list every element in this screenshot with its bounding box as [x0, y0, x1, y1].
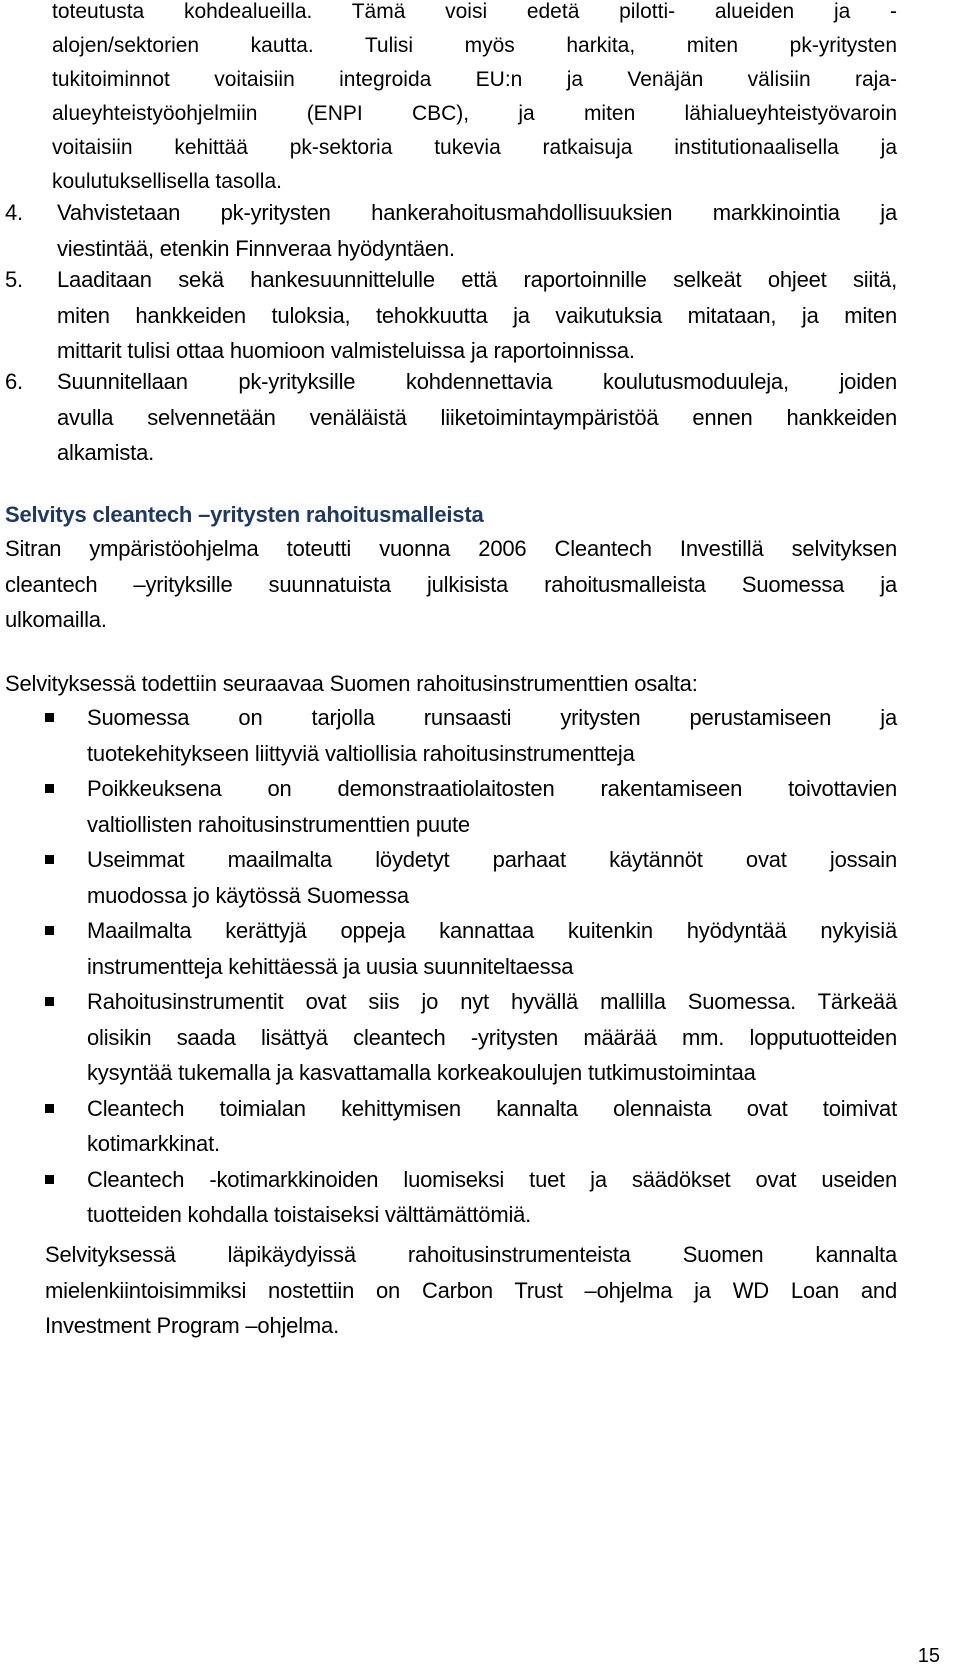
- text-line: muodossa jo käytössä Suomessa: [87, 882, 409, 908]
- text-line: tukitoiminnot voitaisiin integroida EU:n ja Venäjän välisiin raja-: [52, 68, 897, 91]
- text-line: mielenkiintoisimmiksi nostettiin on Carbon Trust –ohjelma ja WD Loan and: [45, 1277, 897, 1303]
- list-item: [87, 842, 897, 913]
- text-line: instrumentteja kehittäessä ja uusia suunniteltaessa: [87, 953, 574, 979]
- text-line: Cleantech -kotimarkkinoiden luomiseksi tuet ja säädökset ovat useiden: [87, 1166, 897, 1192]
- closing-paragraph: [45, 1237, 897, 1344]
- text-line: Investment Program –ohjelma.: [45, 1313, 339, 1338]
- square-bullet-icon: [45, 855, 54, 864]
- item-number: 6.: [5, 369, 23, 394]
- text-line: Useimmat maailmalta löydetyt parhaat käytännöt ovat jossain: [87, 847, 897, 872]
- text-line: cleantech –yrityksille suunnatuista julkisista rahoitusmalleista Suomessa ja: [5, 571, 897, 597]
- text-line: koulutuksellisella tasolla.: [52, 170, 282, 193]
- square-bullet-icon: [45, 926, 54, 935]
- text-line: toteutusta kohdealueilla. Tämä voisi edetä pilotti- alueiden ja -: [52, 0, 897, 23]
- text-line: Laaditaan sekä hankesuunnittelulle että raportoinnille selkeät ohjeet siitä,: [57, 267, 897, 292]
- list-item: [87, 913, 897, 984]
- item-number: 4.: [5, 200, 23, 225]
- findings-list: [87, 700, 897, 1233]
- intro-paragraph: [5, 531, 897, 638]
- continuation-paragraph: [52, 0, 897, 199]
- text-line: miten hankkeiden tuloksia, tehokkuutta ja vaikutuksia mitataan, ja miten: [57, 302, 897, 328]
- numbered-item: [5, 195, 897, 267]
- list-item: [87, 984, 897, 1091]
- page-number: 15: [917, 1645, 940, 1667]
- square-bullet-icon: [45, 1175, 54, 1184]
- text-line: tuotekehitykseen liittyviä valtiollisia rahoitusinstrumentteja: [87, 740, 635, 766]
- text-line: Selvityksessä läpikäydyissä rahoitusinstrumenteista Suomen kannalta: [45, 1242, 897, 1267]
- text-line: alueyhteistyöohjelmiin (ENPI CBC), ja miten lähialueyhteistyövaroin: [52, 102, 897, 125]
- square-bullet-icon: [45, 784, 54, 793]
- numbered-item: [5, 364, 897, 472]
- text-line: Cleantech toimialan kehittymisen kannalta olennaista ovat toimivat: [87, 1095, 897, 1121]
- text-line: olisikin saada lisättyä cleantech -yritysten määrää mm. lopputuotteiden: [87, 1024, 897, 1050]
- square-bullet-icon: [45, 1104, 54, 1113]
- text-line: Selvityksessä todettiin seuraavaa Suomen rahoitusinstrumenttien osalta:: [5, 671, 698, 696]
- square-bullet-icon: [45, 713, 54, 722]
- text-line: alojen/sektorien kautta. Tulisi myös harkita, miten pk-yritysten: [52, 34, 897, 57]
- text-line: kotimarkkinat.: [87, 1131, 220, 1156]
- text-line: avulla selvennetään venäläistä liiketoimintaympäristöä ennen hankkeiden: [57, 404, 897, 430]
- text-line: Maailmalta kerättyjä oppeja kannattaa kuitenkin hyödyntää nykyisiä: [87, 918, 897, 943]
- text-line: ulkomailla.: [5, 607, 107, 632]
- text-line: Poikkeuksena on demonstraatiolaitosten rakentamiseen toivottavien: [87, 776, 897, 801]
- text-line: tuotteiden kohdalla toistaiseksi välttämättömiä.: [87, 1202, 532, 1227]
- list-item: [87, 771, 897, 842]
- text-line: Suunnitellaan pk-yrityksille kohdennettavia koulutusmoduuleja, joiden: [57, 369, 897, 394]
- section-heading: [5, 497, 897, 533]
- text-line: alkamista.: [57, 440, 155, 465]
- text-line: valtiollisten rahoitusinstrumenttien puute: [87, 811, 470, 837]
- text-line: Suomessa on tarjolla runsaasti yritysten perustamiseen ja: [87, 705, 897, 730]
- list-item: [87, 700, 897, 771]
- findings-intro: [5, 666, 897, 702]
- list-item: [87, 1091, 897, 1162]
- text-line: Sitran ympäristöohjelma toteutti vuonna 2006 Cleantech Investillä selvityksen: [5, 536, 897, 561]
- text-line: Rahoitusinstrumentit ovat siis jo nyt hyvällä mallilla Suomessa. Tärkeää: [87, 989, 897, 1014]
- text-line: viestintää, etenkin Finnveraa hyödyntäen.: [57, 235, 455, 261]
- text-line: kysyntää tukemalla ja kasvattamalla korkeakoulujen tutkimustoimintaa: [87, 1060, 756, 1085]
- text-line: Vahvistetaan pk-yritysten hankerahoitusmahdollisuuksien markkinointia ja: [57, 200, 897, 225]
- text-line: voitaisiin kehittää pk-sektoria tukevia ratkaisuja institutionaalisella ja: [52, 136, 897, 159]
- square-bullet-icon: [45, 997, 54, 1006]
- numbered-item: [5, 262, 897, 370]
- text-line: mittarit tulisi ottaa huomioon valmisteluissa ja raportoinnissa.: [57, 338, 635, 363]
- heading-text: Selvitys cleantech –yritysten rahoitusmalleista: [5, 502, 484, 527]
- list-item: [87, 1162, 897, 1233]
- item-number: 5.: [5, 267, 23, 292]
